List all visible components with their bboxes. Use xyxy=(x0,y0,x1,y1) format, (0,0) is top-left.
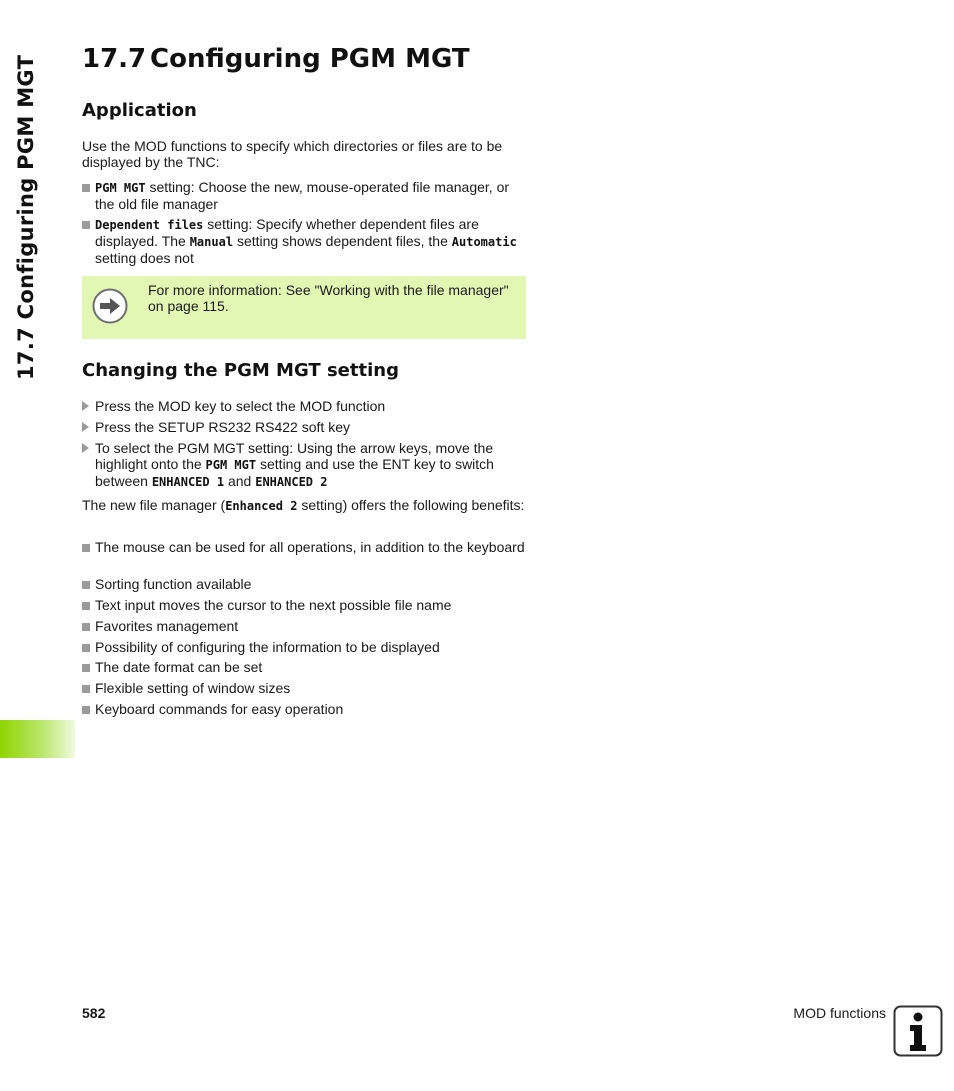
benefit-text: The mouse can be used for all operations, in addition to the keyboard xyxy=(95,539,525,555)
triangle-bullet-icon xyxy=(82,422,89,432)
list-item xyxy=(82,179,532,212)
step-text: Press the SETUP RS232 RS422 soft key xyxy=(95,419,350,435)
square-bullet-icon xyxy=(82,706,90,714)
list-item xyxy=(82,216,532,266)
list-item xyxy=(82,639,532,655)
square-bullet-icon xyxy=(82,623,90,631)
item-text: setting shows dependent files, the xyxy=(233,233,452,249)
footer-section-title: MOD functions xyxy=(793,1005,886,1021)
list-item xyxy=(82,597,532,613)
item-text: setting: Choose the new, mouse-operated file manager, or the old file manager xyxy=(95,179,510,212)
code-text: ENHANCED 1 xyxy=(151,475,225,489)
code-text: ENHANCED 2 xyxy=(255,475,328,489)
list-item xyxy=(82,680,532,696)
code-text: Automatic xyxy=(451,235,517,249)
square-bullet-icon xyxy=(82,184,90,192)
benefit-text: The date format can be set xyxy=(95,659,263,675)
code-text: PGM MGT xyxy=(205,458,257,472)
triangle-bullet-icon xyxy=(82,401,89,411)
square-bullet-icon xyxy=(82,685,90,693)
list-item xyxy=(82,539,532,555)
application-heading: Application xyxy=(82,100,197,121)
benefit-text: Keyboard commands for easy operation xyxy=(95,701,344,717)
square-bullet-icon xyxy=(82,581,90,589)
application-intro: Use the MOD functions to specify which directories or files are to be displayed by the TNC: xyxy=(82,138,503,170)
note-text: For more information: See "Working with the file manager" on page 115. xyxy=(148,282,509,314)
list-item xyxy=(82,398,532,414)
code-text: Manual xyxy=(189,235,234,249)
benefit-text: Favorites management xyxy=(95,618,239,634)
square-bullet-icon xyxy=(82,602,90,610)
code-text: Enhanced 2 xyxy=(225,499,298,513)
arrow-right-icon xyxy=(92,288,128,324)
square-bullet-icon xyxy=(82,544,90,552)
page-title xyxy=(82,44,470,74)
benefit-text: Possibility of configuring the information to be displayed xyxy=(95,639,440,655)
step-text: Press the MOD key to select the MOD function xyxy=(95,398,386,414)
code-text: Dependent files xyxy=(95,218,204,232)
square-bullet-icon xyxy=(82,644,90,652)
list-item xyxy=(82,576,532,592)
info-note xyxy=(82,276,526,339)
page-number: 582 xyxy=(82,1005,106,1021)
benefits-intro: The new file manager (Enhanced 2 setting) offers the following benefits: xyxy=(82,497,525,513)
code-text: PGM MGT xyxy=(95,181,146,195)
section-title: Configuring PGM MGT xyxy=(150,44,470,74)
triangle-bullet-icon xyxy=(82,443,89,453)
item-text: setting: Specify whether dependent files are displayed. The xyxy=(95,216,479,249)
step-text: setting and use the ENT key to switch between xyxy=(95,456,494,489)
info-icon xyxy=(893,1005,943,1057)
step-text: To select the PGM MGT setting: Using the arrow keys, move the highlight onto the xyxy=(95,440,494,472)
list-item xyxy=(82,440,532,490)
benefit-text: Text input moves the cursor to the next possible file name xyxy=(95,597,452,613)
square-bullet-icon xyxy=(82,221,90,229)
section-number: 17.7 xyxy=(82,44,147,74)
list-item xyxy=(82,701,532,717)
benefit-text: Sorting function available xyxy=(95,576,252,592)
item-text: setting does not xyxy=(95,250,194,266)
side-section-title: 17.7 Configuring PGM MGT xyxy=(14,54,38,380)
chapter-tab xyxy=(0,720,75,758)
square-bullet-icon xyxy=(82,664,90,672)
step-text: and xyxy=(224,473,256,489)
list-item xyxy=(82,419,532,435)
list-item xyxy=(82,618,532,634)
list-item xyxy=(82,659,532,675)
benefit-text: Flexible setting of window sizes xyxy=(95,680,291,696)
changing-heading: Changing the PGM MGT setting xyxy=(82,360,399,381)
